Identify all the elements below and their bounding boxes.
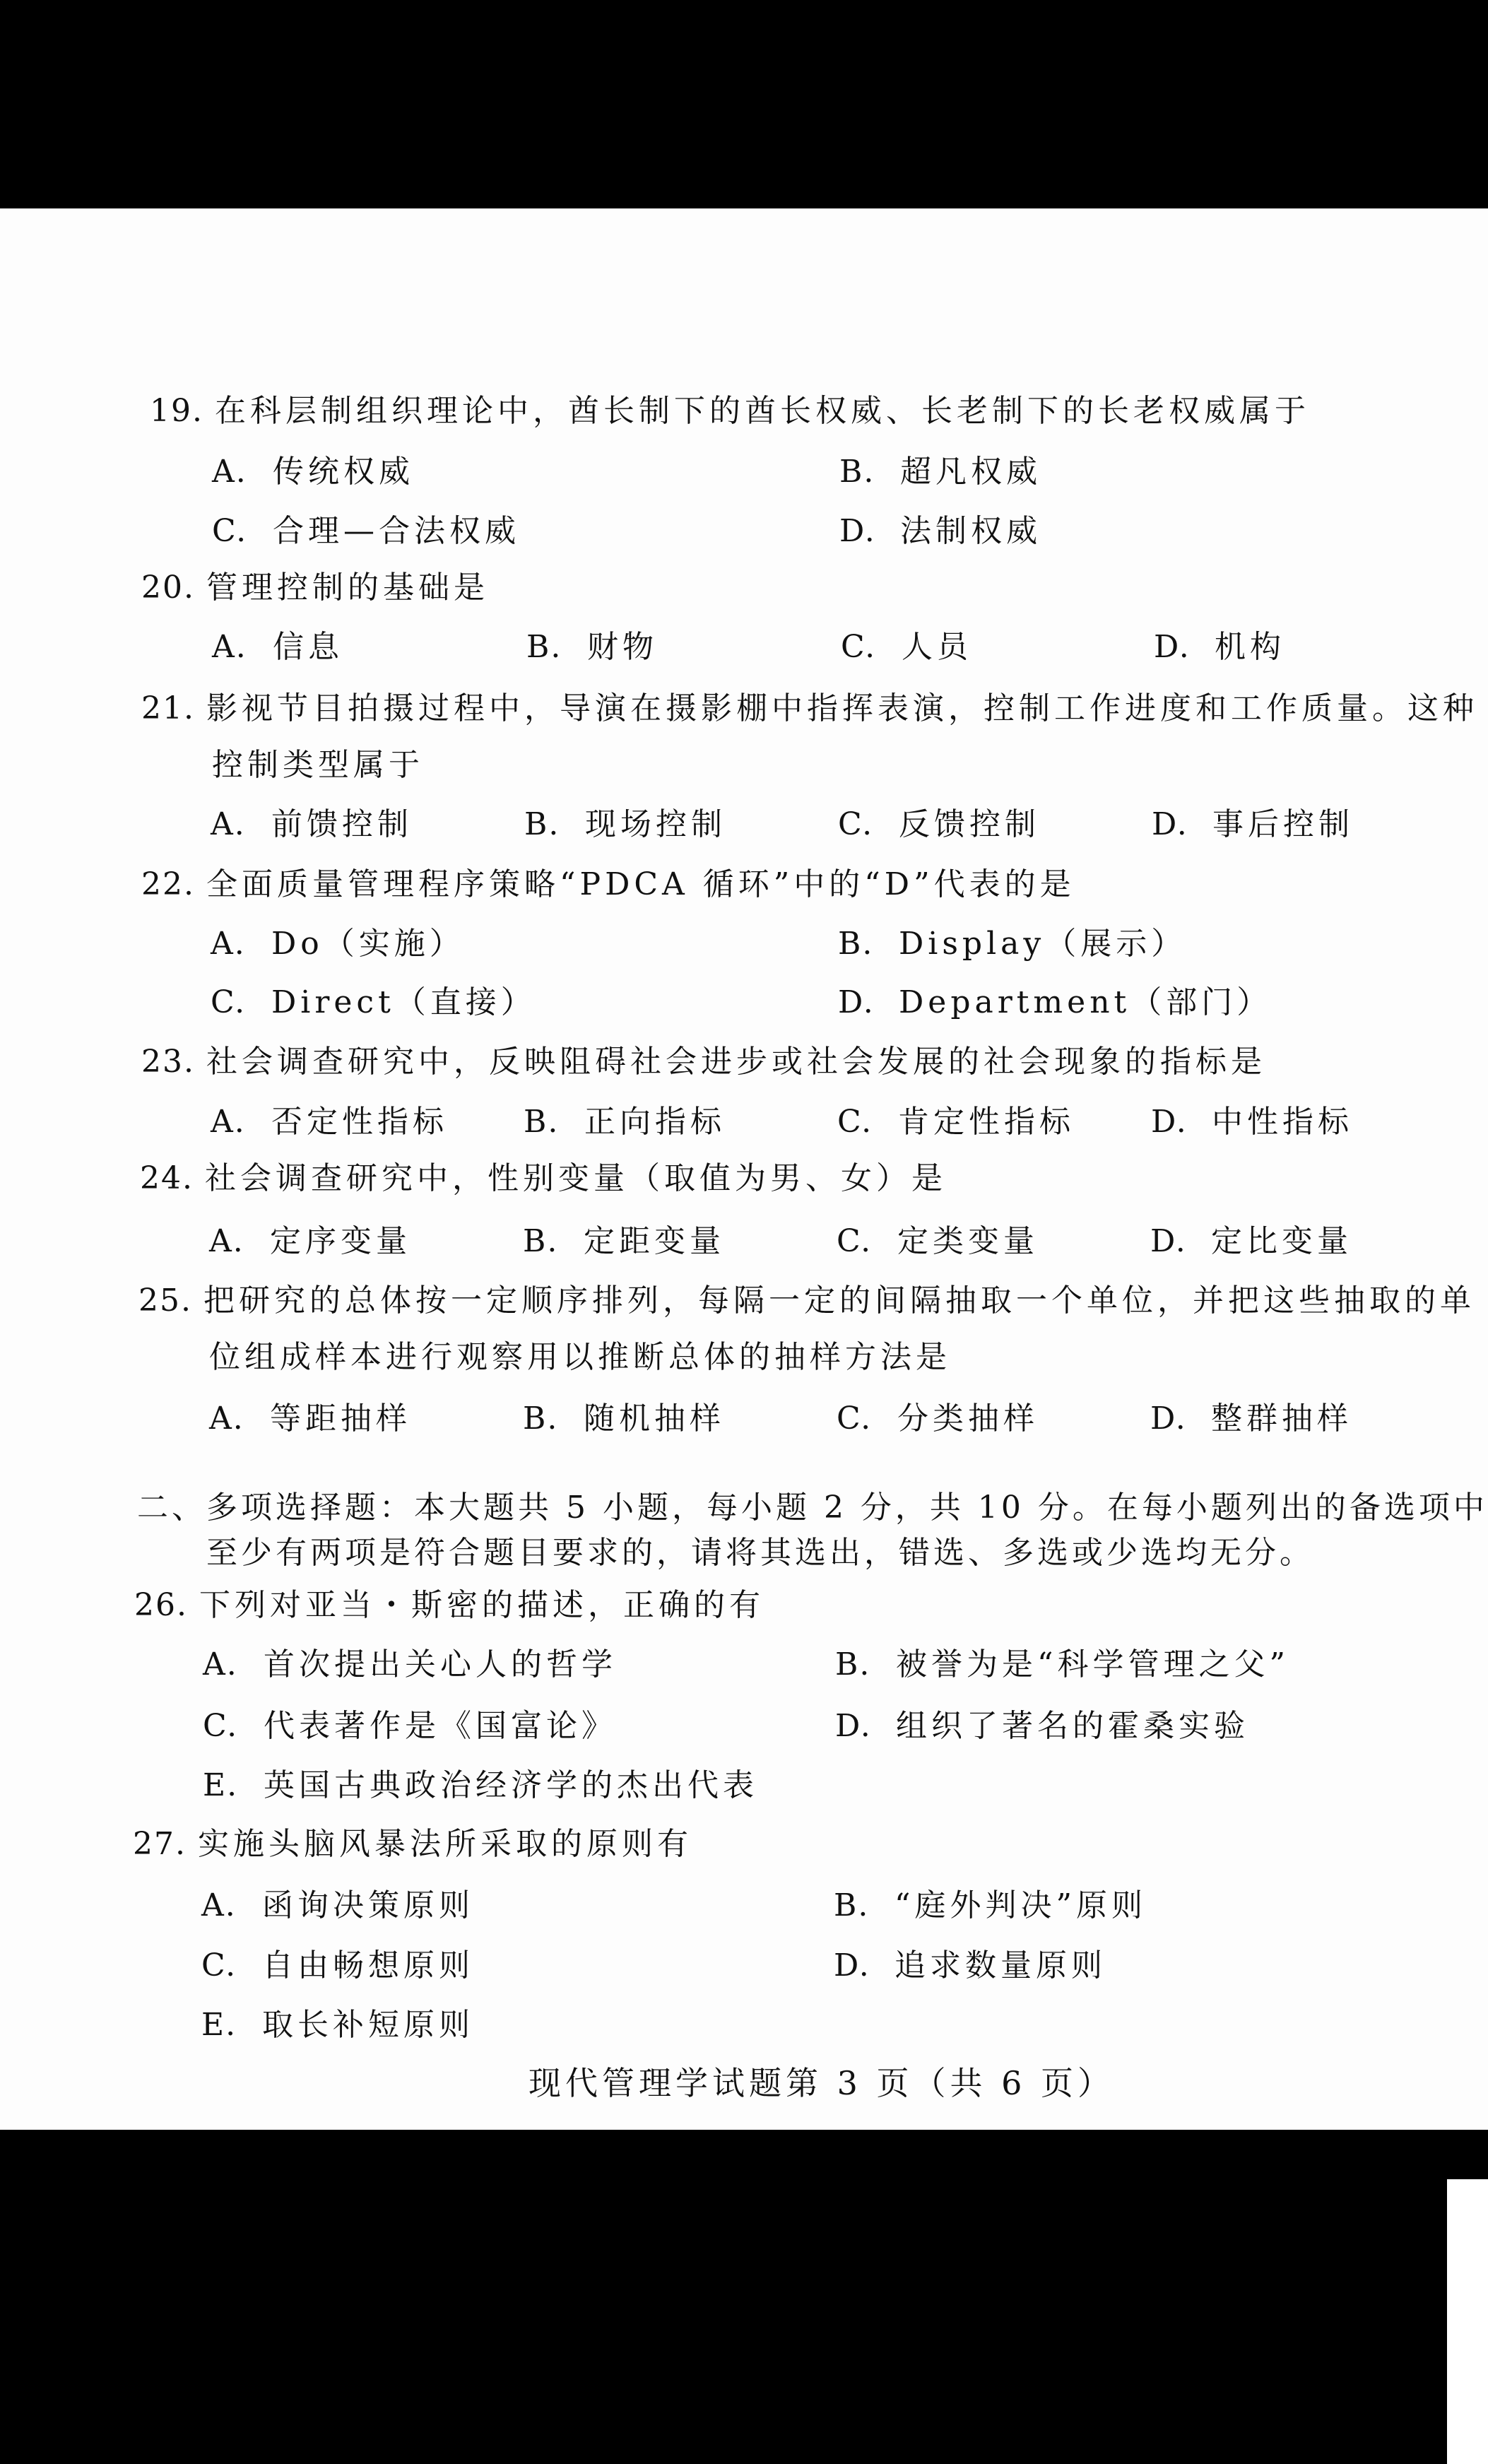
option-27-a [201,1885,474,1927]
option-label: A. [211,1104,246,1140]
question-22 [141,863,1075,906]
option-19-b [839,451,1041,493]
option-24-a [209,1220,411,1263]
option-21-d [1152,803,1354,846]
option-27-d [834,1945,1106,1987]
option-text: 反馈控制 [899,806,1040,842]
option-23-a [211,1101,448,1143]
option-text: 组织了著名的霍桑实验 [896,1708,1249,1744]
option-label: C. [212,513,248,549]
question-number: 22. [141,866,195,902]
option-text: 自由畅想原则 [262,1947,474,1983]
question-number: 21. [141,690,195,726]
option-25-d [1150,1398,1352,1440]
option-20-c [841,626,972,668]
option-text: 正向指标 [584,1104,726,1140]
option-text: 定序变量 [270,1223,411,1259]
option-text: 定距变量 [584,1223,725,1259]
option-text: 首次提出关心人的哲学 [264,1646,617,1682]
option-text: “庭外判决”原则 [894,1887,1147,1923]
question-text: 下列对亚当・斯密的描述，正确的有 [199,1587,764,1623]
question-25-continued [209,1336,951,1379]
option-text: 追求数量原则 [894,1947,1106,1983]
option-20-a [212,626,343,668]
option-label: C. [201,1947,237,1983]
option-text: 整群抽样 [1211,1401,1352,1437]
option-label: B. [524,806,560,842]
option-text: 英国古典政治经济学的杰出代表 [264,1767,758,1803]
option-27-b [834,1885,1147,1927]
question-text: 社会调查研究中，性别变量（取值为男、女）是 [205,1160,947,1196]
option-24-d [1150,1220,1352,1263]
option-19-a [212,451,414,493]
option-22-a [211,923,465,965]
option-label: B. [526,629,562,665]
option-text: 传统权威 [273,454,414,490]
question-21-continued [212,744,424,786]
option-label: C. [837,1223,873,1259]
option-text: 定类变量 [897,1223,1039,1259]
option-text: 超凡权威 [900,454,1041,490]
option-text: Department（部门） [899,984,1273,1020]
option-21-a [211,803,413,846]
option-text: 定比变量 [1211,1223,1352,1259]
section-2-instructions [206,1532,1314,1574]
option-label: D. [1151,1104,1188,1140]
option-text: 代表著作是《国富论》 [264,1708,617,1744]
option-24-b [523,1220,725,1263]
option-25-a [209,1398,411,1440]
option-label: B. [523,1401,559,1437]
question-number: 27. [133,1826,187,1862]
option-19-d [839,510,1041,553]
option-text: 合理—合法权威 [273,513,520,549]
option-22-b [838,923,1186,965]
option-label: B. [523,1223,559,1259]
option-label: A. [212,454,247,490]
option-text: Do（实施） [271,926,465,962]
option-label: A. [212,629,247,665]
option-text: 等距抽样 [270,1401,411,1437]
question-text: 管理控制的基础是 [206,570,489,606]
option-label: D. [1150,1401,1187,1437]
option-text: 肯定性指标 [898,1104,1075,1140]
option-text: 信息 [273,629,343,665]
option-label: B. [524,1104,560,1140]
option-19-c [212,510,520,553]
option-text: 前馈控制 [271,806,413,842]
option-label: E. [201,2007,237,2043]
scan-border-top [0,0,1488,208]
option-24-c [837,1220,1039,1263]
option-label: A. [211,806,246,842]
option-label: D. [834,1947,870,1983]
question-text: 把研究的总体按一定顺序排列，每隔一定的间隔抽取一个单位，并把这些抽取的单 [203,1283,1475,1319]
option-label: C. [838,806,874,842]
option-23-c [837,1101,1075,1143]
option-label: C. [837,1104,873,1140]
option-23-d [1151,1101,1353,1143]
option-label: E. [203,1767,239,1803]
option-label: D. [1154,629,1191,665]
scan-border-bottom [0,2130,1488,2464]
option-23-b [524,1101,726,1143]
option-label: C. [211,984,247,1020]
option-22-d [838,982,1272,1024]
option-text: 人员 [902,629,972,665]
option-text: 现场控制 [585,806,726,842]
option-27-c [201,1945,474,1987]
question-27 [133,1823,692,1865]
question-text: 实施头脑风暴法所采取的原则有 [198,1826,692,1862]
option-label: C. [203,1708,239,1744]
option-text: 事后控制 [1212,806,1354,842]
page-number-text: 现代管理学试题第 3 页（共 6 页） [529,2064,1115,2102]
option-22-c [211,982,536,1024]
option-label: B. [839,454,875,490]
question-number: 19. [150,393,203,429]
section-2-heading [137,1487,1488,1529]
question-21 [141,688,1478,730]
question-number: 25. [138,1283,192,1319]
option-label: B. [838,926,874,962]
question-text: 控制类型属于 [212,747,424,783]
option-text: 法制权威 [900,513,1041,549]
question-text: 在科层制组织理论中，酋长制下的酋长权威、长老制下的长老权威属于 [215,393,1310,429]
section-instructions-text: 至少有两项是符合题目要求的，请将其选出，错选、多选或少选均无分。 [206,1535,1314,1571]
option-21-b [524,803,726,846]
option-26-e [203,1764,758,1807]
question-text: 社会调查研究中，反映阻碍社会进步或社会发展的社会现象的指标是 [206,1044,1266,1080]
question-number: 23. [141,1044,195,1080]
question-text: 全面质量管理程序策略“PDCA 循环”中的“D”代表的是 [206,866,1075,902]
option-label: A. [209,1223,244,1259]
question-number: 26. [134,1587,188,1623]
option-27-e [201,2004,474,2046]
option-20-b [526,626,658,668]
option-label: D. [838,984,875,1020]
option-label: D. [839,513,876,549]
option-text: 否定性指标 [271,1104,448,1140]
option-text: 机构 [1215,629,1285,665]
option-text: Direct（直接） [271,984,536,1020]
option-26-a [203,1644,617,1686]
option-text: 中性指标 [1212,1104,1353,1140]
option-26-b [835,1644,1289,1686]
question-text: 影视节目拍摄过程中，导演在摄影棚中指挥表演，控制工作进度和工作质量。这种 [206,690,1478,726]
option-25-c [837,1398,1039,1440]
option-label: A. [201,1887,237,1923]
question-text: 位组成样本进行观察用以推断总体的抽样方法是 [209,1339,951,1375]
page-footer [529,2062,1114,2104]
option-label: C. [841,629,877,665]
option-text: Display（展示） [899,926,1187,962]
option-label: A. [209,1401,244,1437]
question-number: 20. [141,570,195,606]
question-26 [134,1584,764,1627]
option-label: D. [835,1708,872,1744]
option-label: C. [837,1401,873,1437]
option-21-c [838,803,1040,846]
option-label: D. [1152,806,1188,842]
option-text: 被誉为是“科学管理之父” [896,1646,1289,1682]
option-text: 随机抽样 [584,1401,725,1437]
option-20-d [1154,626,1285,668]
option-text: 取长补短原则 [262,2007,474,2043]
option-26-d [835,1705,1249,1747]
scan-edge-strip [1447,2179,1488,2464]
option-label: D. [1150,1223,1187,1259]
option-25-b [523,1398,725,1440]
option-26-c [203,1705,617,1747]
option-label: A. [211,926,246,962]
option-label: B. [835,1646,871,1682]
question-25 [138,1280,1475,1322]
section-heading-text: 二、多项选择题：本大题共 5 小题，每小题 2 分，共 10 分。在每小题列出的备选项中 [137,1490,1488,1526]
question-23 [141,1041,1266,1083]
question-24 [140,1157,947,1200]
question-20 [141,567,489,609]
option-label: A. [203,1646,238,1682]
option-text: 函询决策原则 [262,1887,474,1923]
option-label: B. [834,1887,870,1923]
option-text: 财物 [587,629,658,665]
option-text: 分类抽样 [897,1401,1039,1437]
question-19 [150,390,1310,432]
question-number: 24. [140,1160,194,1196]
